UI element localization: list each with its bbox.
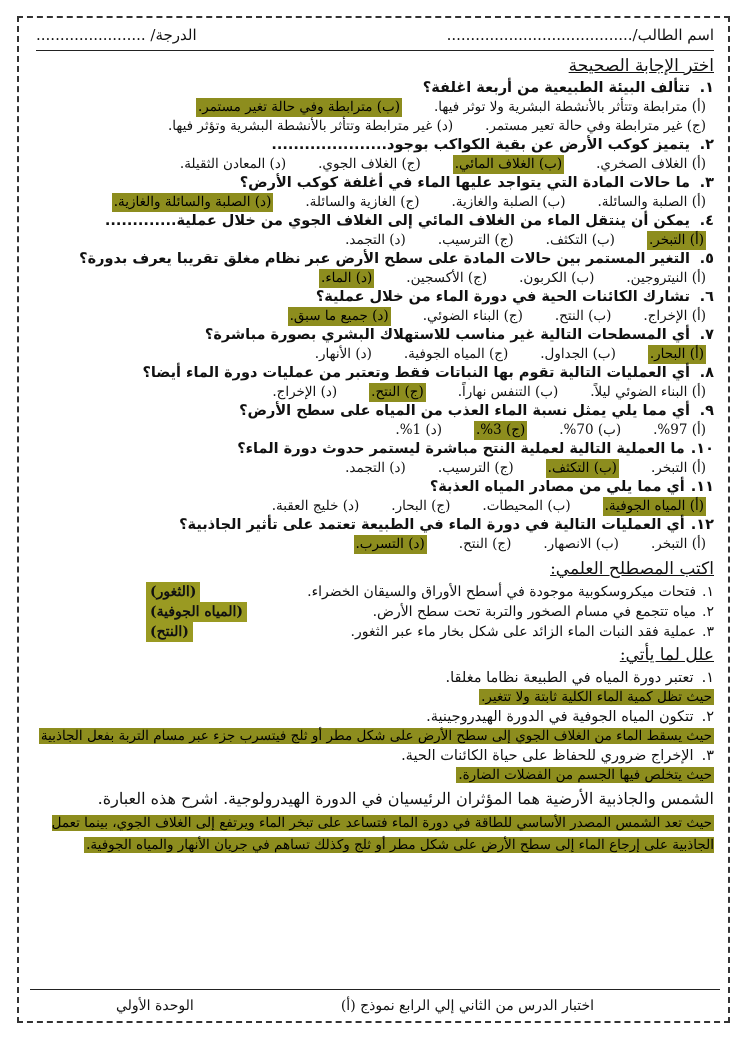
option[interactable]: (أ) التبخر. [650, 460, 706, 476]
option-selected[interactable]: (ب) الغلاف المائي. [454, 156, 563, 172]
option[interactable]: (ب) الكربون. [519, 270, 595, 286]
options-row [36, 98, 714, 136]
term-item [36, 582, 714, 602]
option[interactable]: (ج) البحار. [391, 498, 451, 514]
question-12 [36, 516, 714, 535]
question-number: ١. [699, 80, 714, 96]
option-selected[interactable]: (د) جميع ما سبق. [289, 308, 389, 324]
question-number: ٥. [699, 251, 714, 267]
options-row [36, 421, 714, 440]
reason-number: ٢. [701, 709, 714, 725]
question-10 [36, 440, 714, 459]
term-item [36, 622, 714, 642]
student-name-field[interactable]: اسم الطالب/....................................... [446, 26, 714, 44]
question-text: التغير المستمر بين حالات المادة على سطح الأرض عبر نظام مغلق تقريبا يعرف بدورة؟ [79, 251, 690, 267]
option[interactable]: (ب) المحيطات. [482, 498, 571, 514]
grade-field[interactable]: الدرجة/ ....................... [36, 26, 197, 44]
worksheet [30, 22, 720, 1022]
term-answer: (الثغور) [146, 582, 200, 602]
question-text: تشارك الكائنات الحية في دورة الماء من خلال عملية؟ [315, 289, 690, 305]
reason-answer: حيث يتخلص فيها الجسم من الفضلات الضارة. [458, 767, 712, 783]
option[interactable]: (أ) مترابطة وتتأثر بالأنشطة البشرية ولا توثر فيها. [434, 99, 706, 115]
footer-unit: الوحدة الأولي [116, 998, 194, 1014]
option[interactable]: (أ) الصلبة والسائلة. [597, 194, 706, 210]
option[interactable]: (ج) الغازية والسائلة. [305, 194, 420, 210]
option[interactable]: (ج) البناء الضوئي. [422, 308, 523, 324]
option[interactable]: (ج) الترسيب. [437, 232, 514, 248]
option[interactable]: (أ) التبخر. [650, 536, 706, 552]
question-number: ٦. [699, 289, 714, 305]
term-number: ٣. [702, 624, 714, 640]
option[interactable]: (أ) البناء الضوئي ليلاً. [590, 384, 706, 400]
term-number: ٢. [702, 604, 714, 620]
reason-answer: حيث تظل كمية الماء الكلية ثابتة ولا تتغير. [481, 689, 712, 705]
option[interactable]: (أ) النيتروجين. [626, 270, 706, 286]
footer [36, 998, 714, 1014]
option-selected[interactable]: (ب) مترابطة وفي حالة تغير مستمر. [198, 99, 401, 115]
section1-title: اختر الإجابة الصحيحة [568, 56, 714, 76]
reasons-list [36, 668, 714, 785]
reason-question: الإخراج ضروري للحفاظ على حياة الكائنات الحية. [401, 748, 694, 764]
option[interactable]: (د) خليج العقبة. [271, 498, 360, 514]
option[interactable]: (أ) الإخراج. [643, 308, 706, 324]
option[interactable]: (أ) الغلاف الصخري. [596, 156, 706, 172]
option[interactable]: (ب) الصلبة والغازية. [451, 194, 566, 210]
option[interactable]: (د) الإخراج. [272, 384, 338, 400]
option[interactable]: (ب) التكثف. [545, 232, 615, 248]
reason-number: ١. [701, 670, 714, 686]
option[interactable]: (ج) الأكسجين. [406, 270, 488, 286]
reason-answer-wrap [36, 766, 714, 785]
term-answer: (النتح) [146, 622, 193, 642]
option[interactable]: (ج) الترسيب. [437, 460, 514, 476]
option[interactable]: (د) المعادن الثقيلة. [179, 156, 287, 172]
question-text: أي مما يلي من مصادر المياه العذبة؟ [429, 479, 685, 495]
header-divider [36, 50, 714, 51]
section2-title: اكتب المصطلح العلمي: [550, 559, 714, 579]
question-number: ٢. [699, 137, 714, 153]
reason-item [36, 707, 714, 727]
option[interactable]: (د) التجمد. [345, 232, 406, 248]
question-2 [36, 136, 714, 155]
options-row [36, 345, 714, 364]
question-text: ما حالات المادة التي يتواجد عليها الماء في أغلفة كوكب الأرض؟ [239, 175, 690, 191]
option-selected[interactable]: (د) الماء. [321, 270, 373, 286]
options-row [36, 459, 714, 478]
option-selected[interactable]: (ج) النتح. [371, 384, 424, 400]
options-row [36, 193, 714, 212]
option[interactable]: (ب) الجداول. [540, 346, 616, 362]
question-number: ١١. [690, 479, 714, 495]
option[interactable]: (أ) 97%. [653, 422, 706, 438]
question-4 [36, 212, 714, 231]
question-number: ٣. [699, 175, 714, 191]
option-selected[interactable]: (د) الصلبة والسائلة والغازية. [113, 194, 272, 210]
options-row [36, 383, 714, 402]
header [36, 22, 714, 48]
reason-answer-wrap [36, 688, 714, 707]
term-question: فتحات ميكروسكوبية موجودة في أسطح الأوراق والسيقان الخضراء. [307, 584, 697, 600]
explain-answer: حيث تعد الشمس المصدر الأساسي للطاقة في دورة الماء فتساعد على تبخر الماء ويرتفع إلى الغلاف الجوي، بينما تعمل الجاذبية على إرجاع الماء إلى سطح الأرض على شكل مطر أو ثلج وكذلك تساهم في جريان الأنهار والمياه الجوفية. [51, 815, 714, 853]
option-selected[interactable]: (د) التسرب. [355, 536, 425, 552]
question-number: ١٢. [690, 517, 714, 533]
mcq-list [36, 79, 714, 554]
question-number: ٧. [699, 327, 714, 343]
option[interactable]: (ب) 70%. [559, 422, 622, 438]
reason-answer: حيث يسقط الماء من الغلاف الجوي إلى سطح الأرض على شكل مطر أو ثلج فيتسرب جزء عبر مسام التربة بفعل الجاذبية [40, 728, 712, 744]
term-question: عملية فقد النبات الماء الزائد على شكل بخار ماء عبر الثغور. [350, 624, 697, 640]
options-row [36, 307, 714, 326]
option-selected[interactable]: (ب) التكثف. [547, 460, 617, 476]
option[interactable]: (د) 1%. [395, 422, 442, 438]
footer-divider [30, 989, 720, 990]
terms-list [36, 582, 714, 642]
option-selected[interactable]: (ج) 3%. [475, 422, 526, 438]
option[interactable]: (ج) المياه الجوفية. [403, 346, 509, 362]
reason-item [36, 746, 714, 766]
question-number: ٨. [699, 365, 714, 381]
option[interactable]: (ب) الانصهار. [543, 536, 619, 552]
question-11 [36, 478, 714, 497]
options-row [36, 155, 714, 174]
question-8 [36, 364, 714, 383]
term-answer: (المياه الجوفية) [146, 602, 247, 622]
question-3 [36, 174, 714, 193]
option[interactable]: (د) الأنهار. [314, 346, 372, 362]
options-row [36, 231, 714, 250]
question-text: أي المسطحات التالية غير مناسب للاستهلاك البشري بصورة مباشرة؟ [204, 327, 690, 343]
option[interactable]: (ب) التنفس نهاراً. [457, 384, 559, 400]
question-text: أي مما يلي يمثل نسبة الماء العذب من المياه على سطح الأرض؟ [239, 403, 690, 419]
option-selected[interactable]: (أ) البحار. [649, 346, 704, 362]
term-number: ١. [702, 584, 714, 600]
question-1 [36, 79, 714, 98]
options-row [36, 497, 714, 516]
options-row [36, 535, 714, 554]
option[interactable]: (ج) غير مترابطة وفي حالة تعير مستمر. [485, 118, 706, 134]
reason-question: تتكون المياه الجوفية في الدورة الهيدروجينية. [426, 709, 694, 725]
question-number: ٤. [699, 213, 714, 229]
term-question: مياه تتجمع في مسام الصخور والتربة تحت سطح الأرض. [372, 604, 697, 620]
question-7 [36, 326, 714, 345]
options-row [36, 269, 714, 288]
option[interactable]: (د) غير مترابطة وتتأثر بالأنشطة البشرية وتؤثر فيها. [167, 118, 454, 134]
reason-item [36, 668, 714, 688]
reason-answer-wrap [36, 727, 714, 746]
reason-number: ٣. [701, 748, 714, 764]
question-text: أي العمليات التالية تقوم بها النباتات فقط وتعتبر من عمليات دورة الماء أيضا؟ [142, 365, 690, 381]
option[interactable]: (ج) الغلاف الجوي. [318, 156, 421, 172]
section3-title: علل لما يأتي: [619, 645, 714, 665]
option-selected[interactable]: (أ) التبخر. [648, 232, 704, 248]
footer-exam: اختبار الدرس من الثاني إلي الرابع نموذج (أ) [340, 998, 594, 1014]
term-item [36, 602, 714, 622]
option[interactable]: (ب) النتح. [554, 308, 612, 324]
question-text: يمكن أن ينتقل الماء من الغلاف المائي إلى الغلاف الجوي من خلال عملية............. [104, 213, 690, 229]
question-6 [36, 288, 714, 307]
question-text: أي العمليات التالية في دورة الماء في الطبيعة تعتمد على تأثير الجاذبية؟ [179, 517, 685, 533]
question-text: ما العملية التالية لعملية النتح مباشرة ليستمر حدوث دورة الماء؟ [237, 441, 685, 457]
question-text: تتألف البيئة الطبيعية من أربعة اغلفة؟ [422, 80, 690, 96]
question-text: يتميز كوكب الأرض عن بقية الكواكب بوجود..................... [271, 137, 690, 153]
question-number: ٩. [699, 403, 714, 419]
question-5 [36, 250, 714, 269]
reason-question: تعتبر دورة المياه في الطبيعة نظاما مغلقا. [445, 670, 694, 686]
explain-answer-wrap [36, 812, 714, 856]
option-selected[interactable]: (أ) المياه الجوفية. [604, 498, 704, 514]
explain-question: الشمس والجاذبية الأرضية هما المؤثران الرئيسيان في الدورة الهيدرولوجية. اشرح هذه العبارة. [97, 789, 714, 808]
option[interactable]: (د) التجمد. [345, 460, 406, 476]
option[interactable]: (ج) النتح. [458, 536, 512, 552]
question-9 [36, 402, 714, 421]
question-number: ١٠. [690, 441, 714, 457]
